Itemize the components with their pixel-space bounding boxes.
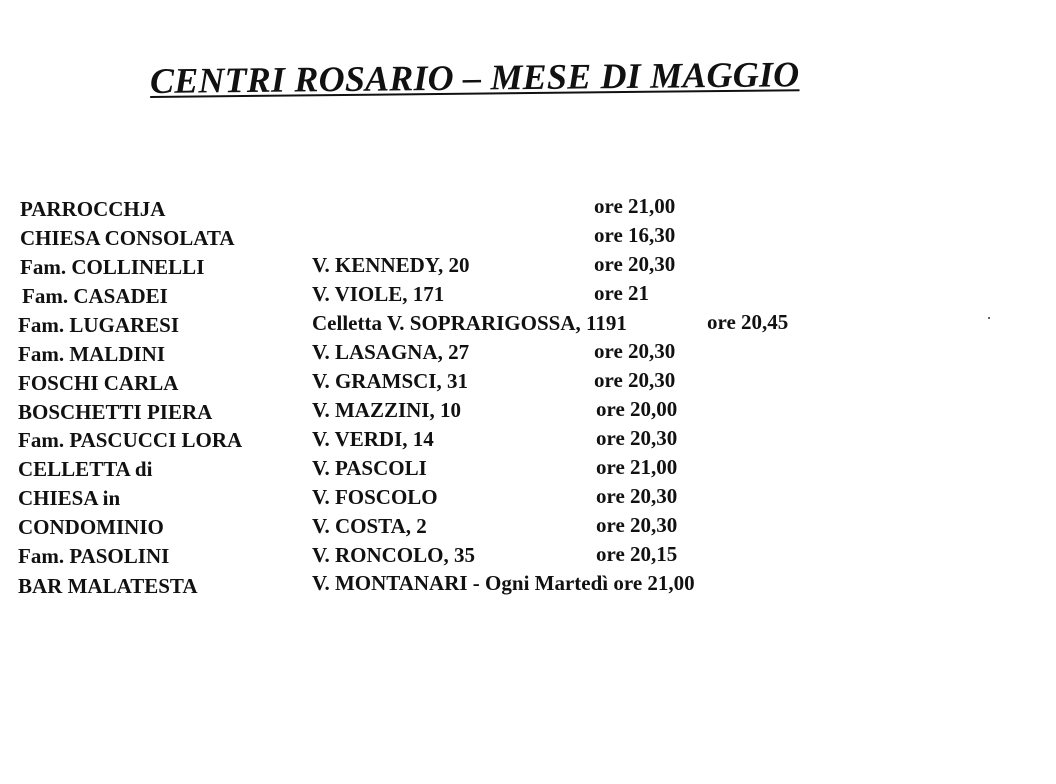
row-address: V. RONCOLO, 35 [312,543,475,567]
page-title: CENTRI ROSARIO – MESE DI MAGGIO [149,54,800,101]
row-address: V. COSTA, 2 [312,514,427,538]
row-name: Fam. MALDINI [18,342,165,366]
row-name: Fam. LUGARESI [18,313,180,337]
row-address: V. PASCOLI [312,456,427,480]
row-name: CHIESA CONSOLATA [20,226,235,250]
row-address: V. GRAMSCI, 31 [312,369,468,393]
row-time: ore 20,30 [596,484,678,508]
row-time: ore 20,30 [596,513,678,537]
row-time: ore 20,45 [707,310,789,334]
row-name: Fam. PASCUCCI LORA [18,428,243,452]
row-name: PARROCCHJA [20,197,166,221]
row-time: ore 21 [594,281,650,305]
row-name: CELLETTA di [18,457,153,481]
row-time: ore 21,00 [594,194,676,218]
row-time: ore 20,30 [594,368,676,392]
row-address: Celletta V. SOPRARIGOSSA, 1191 [312,311,627,335]
scan-speck [988,317,990,319]
row-name: Fam. COLLINELLI [20,255,205,279]
row-time: ore 20,30 [596,426,678,450]
row-address: V. MAZZINI, 10 [312,398,461,422]
row-address: V. FOSCOLO [312,485,438,509]
row-name: BAR MALATESTA [18,574,198,598]
row-time: ore 21,00 [596,455,678,479]
row-name: CHIESA in [18,486,121,510]
row-name: Fam. PASOLINI [18,544,170,568]
row-address: V. LASAGNA, 27 [312,340,470,364]
row-name: FOSCHI CARLA [18,371,179,395]
row-name: CONDOMINIO [18,515,164,539]
row-address: V. VIOLE, 171 [312,282,445,306]
row-time: ore 20,30 [594,252,676,276]
row-name: Fam. CASADEI [22,284,168,308]
row-time: ore 20,00 [596,397,678,421]
row-address: V. MONTANARI - Ogni Martedì ore 21,00 [312,571,695,595]
row-time: ore 20,15 [596,542,678,566]
row-address: V. KENNEDY, 20 [312,253,470,277]
row-time: ore 16,30 [594,223,676,247]
row-name: BOSCHETTI PIERA [18,400,213,424]
row-address: V. VERDI, 14 [312,427,434,451]
row-time: ore 20,30 [594,339,676,363]
